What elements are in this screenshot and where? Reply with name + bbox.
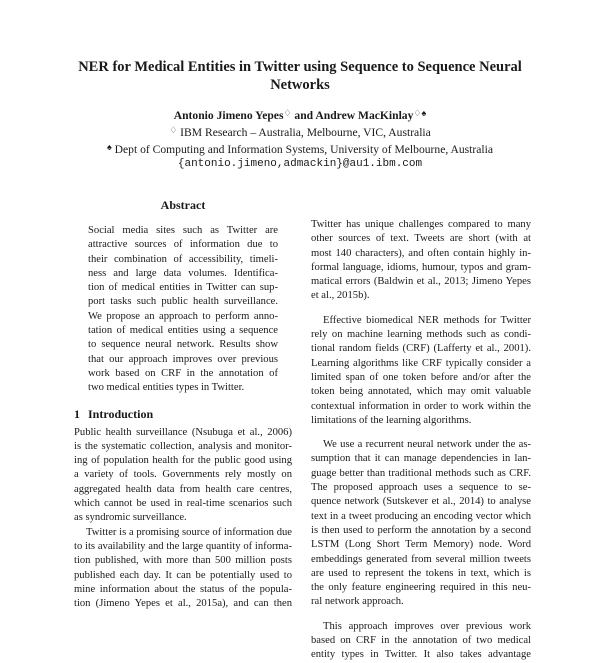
author-emails: {antonio.jimeno,admackin}@au1.ibm.com bbox=[177, 158, 423, 170]
author-conjunction: and bbox=[291, 109, 316, 122]
author-name: Andrew MacKinlay bbox=[315, 109, 414, 122]
text-line: embeddings generated from several million tweets bbox=[311, 553, 531, 565]
text-line: other sources of text. Tweets are short (with at bbox=[311, 233, 531, 245]
text-line: is the systematic collection, analysis and monitor- bbox=[74, 440, 292, 452]
text-line: based on CRF in the annotation of two medical bbox=[311, 635, 531, 647]
affiliation-text: IBM Research – Australia, Melbourne, VIC, Australia bbox=[177, 126, 431, 139]
text-line: published each day. It can be potentially used to bbox=[74, 569, 292, 581]
text-line: et al., 2015b). bbox=[311, 290, 370, 302]
text-line: ness and large data volumes. Identifica- bbox=[88, 267, 278, 279]
paragraph bbox=[311, 620, 531, 663]
text-line: most 140 characters), and often contain highly in- bbox=[311, 247, 531, 259]
paragraph bbox=[311, 438, 531, 610]
text-line: The proposed approach uses a sequence to se- bbox=[311, 482, 531, 494]
author-line bbox=[40, 106, 560, 123]
paragraph-gap bbox=[311, 304, 531, 314]
text-line: their combination of accessibility, timeli- bbox=[88, 253, 278, 265]
text-line: We propose an approach to perform anno- bbox=[88, 310, 278, 322]
text-line: quence network (Sutskever et al., 2014) to analyse bbox=[311, 496, 531, 508]
text-line: tation of medical entities using a sequence bbox=[88, 325, 278, 337]
section-title: Introduction bbox=[88, 406, 154, 421]
text-line: ing of population health for the public good using bbox=[74, 455, 292, 467]
text-line: mine information about the status of the popula- bbox=[74, 583, 292, 595]
text-line: tion published, with more than 500 million posts bbox=[74, 555, 292, 567]
text-line: ral network approach. bbox=[311, 596, 404, 608]
text-line: tional random fields (CRF) (Lafferty et al., 2001). bbox=[311, 343, 531, 355]
paragraph-gap bbox=[311, 610, 531, 620]
affiliation-text: Dept of Computing and Information Systems, University of Melbourne, Australia bbox=[111, 143, 494, 156]
text-line: limited span of one token before and/or after the bbox=[311, 371, 531, 383]
text-line: matical errors (Baldwin et al., 2013; Jimeno Yepes bbox=[311, 276, 531, 288]
text-line: to sequence neural network. Results show bbox=[88, 339, 278, 351]
paper-title bbox=[40, 58, 560, 94]
text-line: Twitter is a promising source of information due bbox=[86, 526, 292, 538]
text-line: formal language, idioms, humour, typos and gram- bbox=[311, 261, 531, 273]
text-line: as syndromic surveillance. bbox=[74, 512, 187, 524]
affiliation-mark: ♢ bbox=[283, 108, 292, 118]
right-column bbox=[311, 218, 531, 663]
text-line: We use a recurrent neural network under the as- bbox=[323, 439, 531, 451]
text-line: attractive sources of information due to bbox=[88, 239, 278, 251]
text-line: Social media sites such as Twitter are bbox=[88, 225, 278, 236]
text-line: that our approach improves over previous bbox=[88, 353, 278, 365]
affiliation-mark: ♢♠ bbox=[413, 108, 427, 118]
text-line: Effective biomedical NER methods for Twitter bbox=[323, 314, 531, 326]
text-line: Learning algorithms like CRF typically consider a bbox=[311, 357, 531, 369]
text-line: contextual information in order to work within the bbox=[311, 400, 531, 412]
author-block bbox=[40, 106, 560, 172]
text-line: text in a tweet producing an encoding vector which bbox=[311, 510, 531, 522]
paragraph bbox=[311, 314, 531, 428]
text-line: a variety of tools. Governments rely mostly on bbox=[74, 469, 292, 481]
text-line: Public health surveillance (Nsubuga et al., 2006) bbox=[74, 426, 292, 438]
text-line: tion (Jimeno Yepes et al., 2015a), and can then bbox=[74, 598, 292, 610]
affiliation-line bbox=[40, 123, 560, 140]
text-line: which cannot be used in real-time scenarios such bbox=[74, 498, 292, 510]
text-line: token being annotated, which may omit valuable bbox=[311, 386, 531, 398]
text-line: work based on CRF in the annotation of bbox=[88, 367, 278, 379]
text-line: Twitter has unique challenges compared to many bbox=[311, 219, 531, 230]
abstract-heading: Abstract bbox=[160, 198, 206, 212]
title-line: Networks bbox=[270, 77, 330, 93]
section-number: 1 bbox=[74, 406, 80, 421]
text-line: This approach improves over previous work bbox=[323, 620, 531, 632]
paragraph bbox=[74, 426, 292, 526]
text-line: limitations of the learning algorithms. bbox=[311, 414, 472, 426]
paragraph bbox=[74, 526, 292, 612]
text-line: rely on machine learning methods such as condi- bbox=[311, 329, 531, 341]
text-line: is then used to perform the annotation by a second bbox=[311, 524, 531, 536]
text-line: guage better than traditional methods such as CRF. bbox=[311, 467, 531, 479]
author-name: Antonio Jimeno Yepes bbox=[173, 109, 284, 122]
text-line: sumption that it can manage dependencies in lan- bbox=[311, 453, 531, 465]
affiliation-mark: ♠ bbox=[106, 142, 112, 152]
text-line: are used to represent the tokens in text, which is bbox=[311, 567, 531, 579]
text-line: to its availability and the large quantity of informa- bbox=[74, 540, 292, 552]
abstract-body bbox=[88, 224, 278, 396]
text-line: the only feature engineering required in this neu- bbox=[311, 582, 531, 594]
paragraph bbox=[311, 218, 531, 304]
left-column bbox=[74, 198, 292, 611]
paragraph-gap bbox=[311, 428, 531, 438]
section-heading-introduction bbox=[74, 407, 292, 421]
affiliation-line bbox=[40, 140, 560, 157]
affiliation-mark: ♢ bbox=[169, 125, 178, 135]
text-line: two medical entities types in Twitter. bbox=[88, 382, 245, 394]
text-line: port tasks such public health surveillance. bbox=[88, 296, 278, 308]
text-line: aggregated health data from health care centres, bbox=[74, 483, 292, 495]
text-line: tion of medical entities in Twitter can sup- bbox=[88, 282, 278, 294]
text-line: entity types in Twitter. It also takes advantage bbox=[311, 649, 531, 661]
text-line: LSTM (Long Short Term Memory) node. Word bbox=[311, 539, 531, 551]
title-line: NER for Medical Entities in Twitter using Sequence to Sequence Neural bbox=[78, 59, 522, 75]
